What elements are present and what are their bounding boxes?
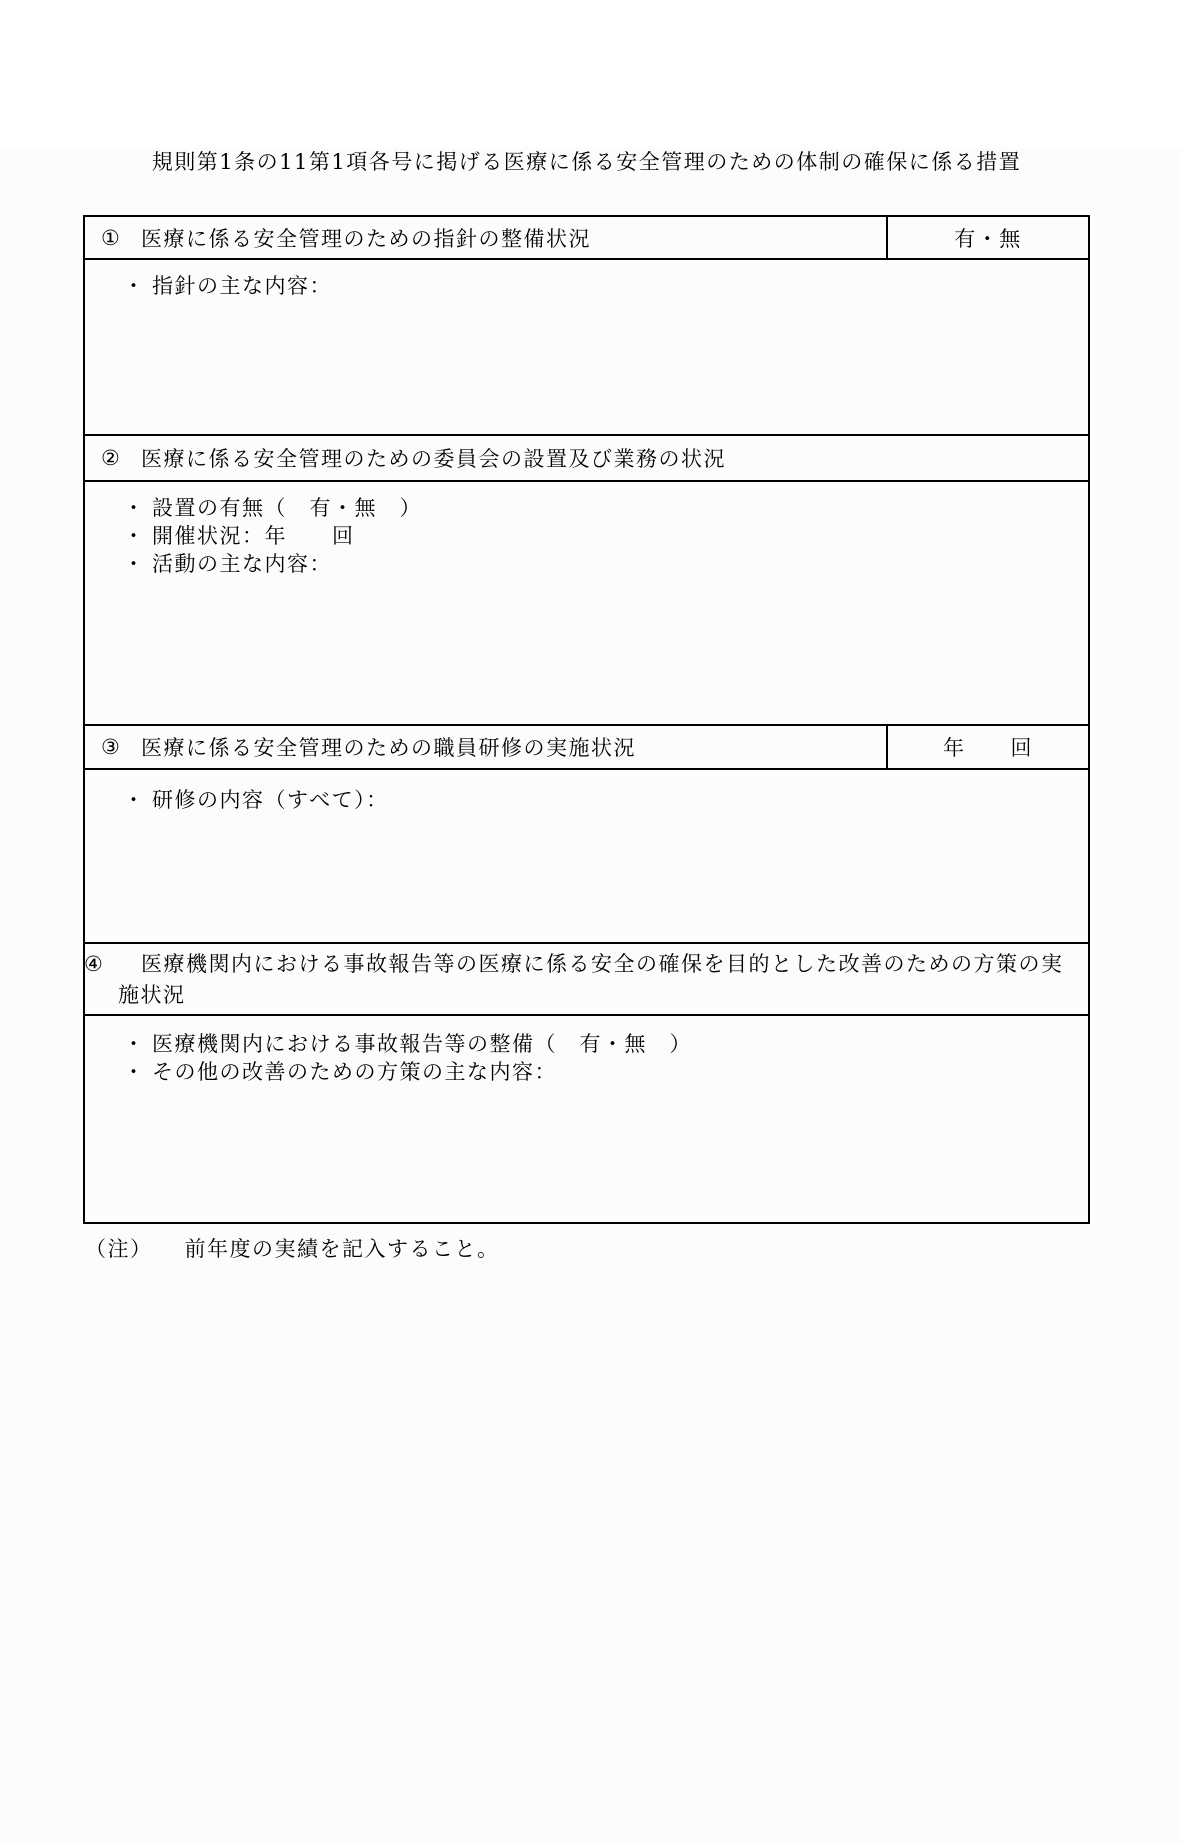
bullet-item	[123, 272, 1068, 300]
section-3-header-row	[85, 726, 1088, 770]
section-1-header-row	[85, 217, 1088, 260]
section-1-heading-text: 医療に係る安全管理のための指針の整備状況	[141, 226, 591, 251]
footnote-text: 前年度の実績を記入すること。	[184, 1237, 500, 1261]
bullet-marker: ・	[123, 496, 146, 520]
bullet-marker: ・	[123, 1032, 146, 1056]
section-4-number: ④	[84, 952, 103, 976]
bullet-marker: ・	[123, 788, 146, 812]
form-table	[83, 215, 1090, 1224]
section-2-content	[85, 482, 1088, 726]
bullet-item	[123, 494, 1068, 522]
section-1-content	[85, 260, 1088, 436]
section-2-number: ②	[101, 446, 120, 470]
bullet-item	[123, 786, 1068, 814]
bullet-text: 研修の内容（すべて）：	[152, 788, 389, 812]
section-2-heading	[85, 443, 1088, 473]
bullet-text: 開催状況：年 回	[152, 524, 355, 548]
bullet-marker: ・	[123, 274, 146, 298]
section-4-content	[85, 1016, 1088, 1222]
bullet-text: 設置の有無（ 有・無 ）	[152, 496, 422, 520]
section-2-heading-text: 医療に係る安全管理のための委員会の設置及び業務の状況	[141, 447, 726, 471]
footnote-label: （注）	[85, 1237, 153, 1261]
form-title: 規則第1条の11第1項各号に掲げる医療に係る安全管理のための体制の確保に係る措置	[151, 150, 1022, 174]
bullet-marker: ・	[123, 1060, 146, 1084]
bullet-marker: ・	[123, 552, 146, 576]
section-3-number: ③	[101, 735, 120, 759]
bullet-text: 指針の主な内容：	[152, 274, 332, 298]
section-4-header-row	[85, 944, 1088, 1016]
document-page	[0, 148, 1181, 1263]
section-3-value-cell: 年 回	[886, 726, 1088, 768]
bullet-marker: ・	[123, 524, 146, 548]
bullet-item	[123, 1058, 1068, 1086]
footnote	[85, 1235, 1181, 1263]
bullet-text: 医療機関内における事故報告等の整備（ 有・無 ）	[152, 1032, 692, 1056]
section-1-heading	[85, 223, 886, 253]
section-3-heading-text: 医療に係る安全管理のための職員研修の実施状況	[141, 736, 636, 760]
bullet-item	[123, 1030, 1068, 1058]
bullet-text: その他の改善のための方策の主な内容：	[152, 1060, 557, 1084]
section-1-value-cell: 有・無	[886, 217, 1088, 258]
bullet-text: 活動の主な内容：	[152, 552, 332, 576]
section-4-heading	[85, 944, 1088, 1014]
section-4-heading-text: 医療機関内における事故報告等の医療に係る安全の確保を目的とした改善のための方策の実施状況	[118, 952, 1064, 1007]
section-2-header-row	[85, 436, 1088, 482]
section-3-heading	[85, 732, 886, 762]
section-1-number: ①	[101, 225, 120, 250]
section-3-content	[85, 770, 1088, 944]
bullet-item	[123, 550, 1068, 578]
bullet-item	[123, 522, 1068, 550]
